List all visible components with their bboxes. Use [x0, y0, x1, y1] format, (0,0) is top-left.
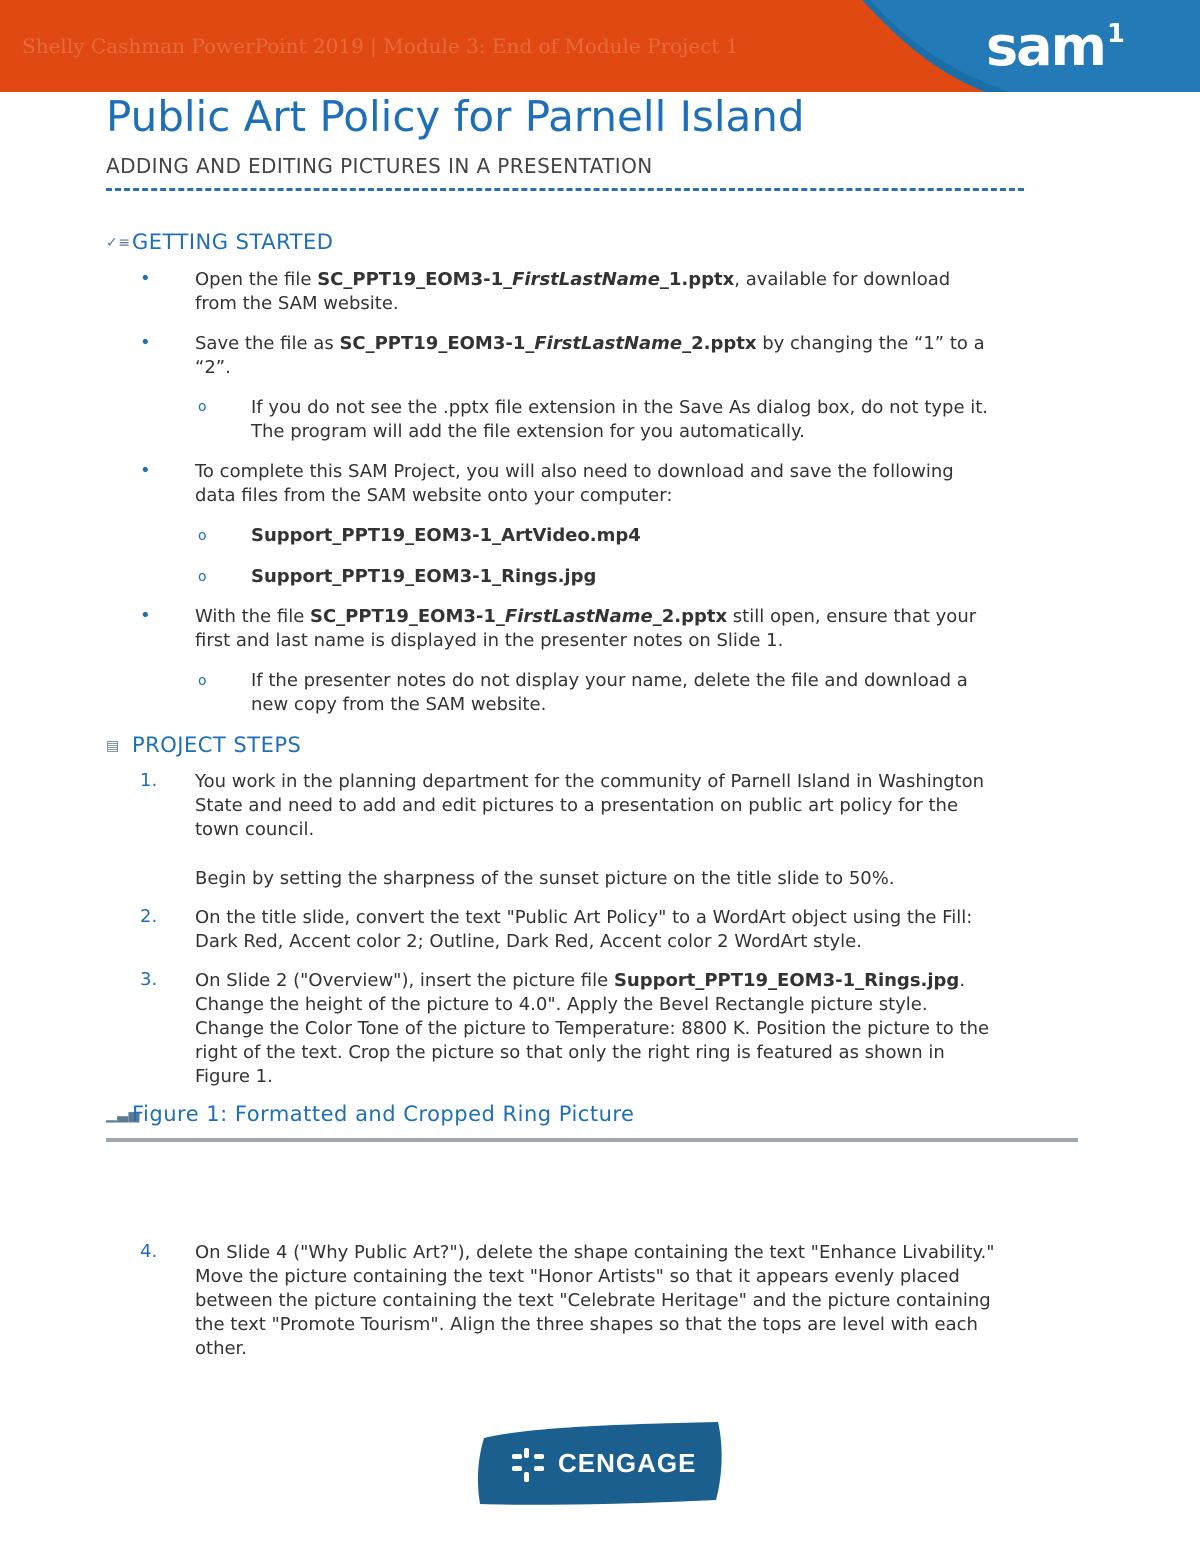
list-item: To complete this SAM Project, you will also need to download and save the following data files from the SAM website onto your computer:: [195, 461, 954, 506]
sub-bullet: o: [198, 673, 207, 689]
sub-bullet: o: [198, 528, 207, 544]
title-divider: [106, 188, 1024, 191]
project-steps-heading: ▤ PROJECT STEPS: [106, 733, 302, 757]
step-number: 3.: [140, 969, 158, 990]
bullet: •: [140, 460, 151, 481]
checklist-icon: ✓≡: [106, 235, 131, 251]
figure-caption: ▁▃▅Figure 1: Formatted and Cropped Ring Picture: [106, 1102, 635, 1126]
cengage-wordmark: CENGAGE: [558, 1448, 697, 1478]
chart-icon: ▁▃▅: [106, 1107, 140, 1123]
step-number: 2.: [140, 906, 158, 927]
sub-list-item: Support_PPT19_EOM3-1_ArtVideo.mp4: [251, 525, 641, 546]
step-number: 1.: [140, 770, 158, 791]
running-title: Shelly Cashman PowerPoint 2019 | Module 3: End of Module Project 1: [22, 34, 739, 58]
step-number: 4.: [140, 1241, 158, 1262]
document-title: Public Art Policy for Parnell Island: [106, 92, 805, 141]
document-subtitle: ADDING AND EDITING PICTURES IN A PRESENTATION: [106, 154, 653, 178]
step-text: Begin by setting the sharpness of the sunset picture on the title slide to 50%.: [195, 868, 895, 889]
step-text: On the title slide, convert the text "Public Art Policy" to a WordArt object using the Fill: Dark Red, Accent color 2; Outline, Dark Red, Accent color 2 WordArt style.: [195, 907, 973, 952]
getting-started-heading: ✓≡GETTING STARTED: [106, 230, 334, 254]
header-bar: [0, 0, 1200, 92]
list-item: Open the file SC_PPT19_EOM3-1_FirstLastName_1.pptx, available for download from the SAM website.: [195, 269, 951, 314]
figure-divider: [106, 1138, 1078, 1142]
steps-icon: ▤: [106, 738, 120, 754]
cengage-logo: [474, 1418, 726, 1506]
sub-list-item: If you do not see the .pptx file extension in the Save As dialog box, do not type it. The program will add the file extension for you automatically.: [251, 397, 989, 442]
list-item: With the file SC_PPT19_EOM3-1_FirstLastName_2.pptx still open, ensure that your first and last name is displayed in the presenter notes on Slide 1.: [195, 606, 977, 651]
bullet: •: [140, 332, 151, 353]
sam-logo: sam$^1$: [986, 15, 1123, 78]
step-text: On Slide 2 ("Overview"), insert the picture file Support_PPT19_EOM3-1_Rings.jpg. Change the height of the picture to 4.0". Apply the Bevel Rectangle picture style. Change the Color Tone of the picture to Temperature: 8800 K. Position the picture to the right of the text. Crop the picture so that only the right ring is featured as shown in Figure 1.: [195, 970, 990, 1087]
bullet: •: [140, 605, 151, 626]
step-text: You work in the planning department for the community of Parnell Island in Washington State and need to add and edit pictures to a presentation on public art policy for the town council.: [195, 771, 985, 840]
bullet: •: [140, 268, 151, 289]
sub-bullet: o: [198, 399, 207, 415]
sub-list-item: Support_PPT19_EOM3-1_Rings.jpg: [251, 566, 597, 587]
list-item: Save the file as SC_PPT19_EOM3-1_FirstLastName_2.pptx by changing the “1” to a “2”.: [195, 333, 985, 378]
sub-list-item: If the presenter notes do not display your name, delete the file and download a new copy from the SAM website.: [251, 670, 968, 715]
sub-bullet: o: [198, 569, 207, 585]
step-text: On Slide 4 ("Why Public Art?"), delete the shape containing the text "Enhance Livability." Move the picture containing the text "Honor Artists" so that it appears evenly placed between the picture containing the text "Celebrate Heritage" and the picture containing the text "Promote Tourism". Align the three shapes so that the tops are level with each other.: [195, 1242, 995, 1359]
